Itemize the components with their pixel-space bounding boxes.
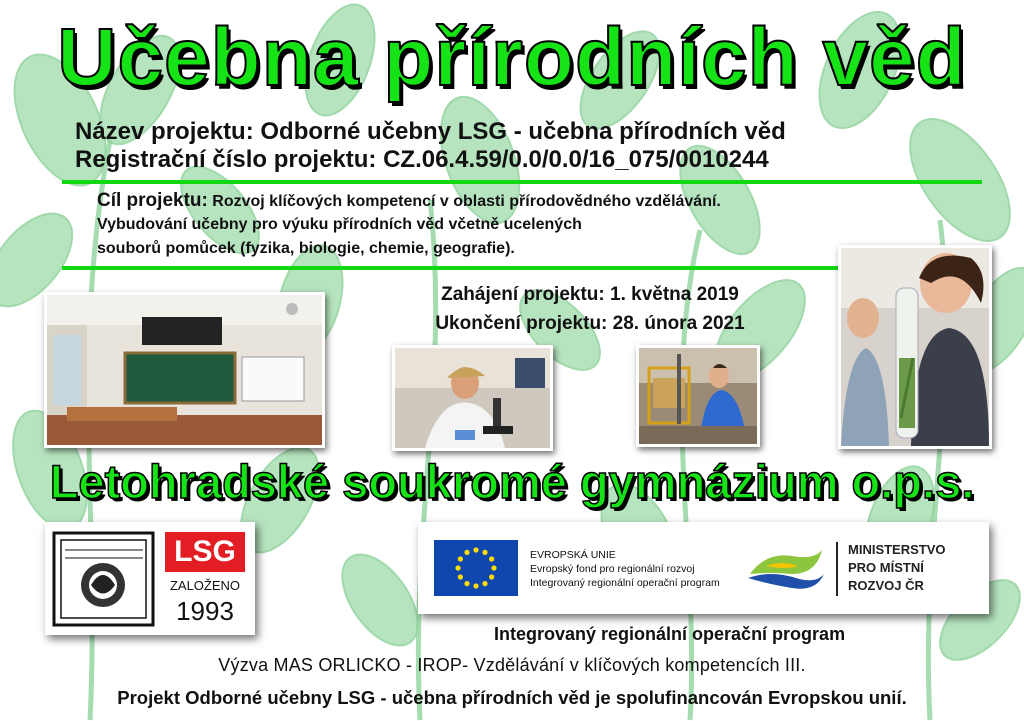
project-name: Název projektu: Odborné učebny LSG - učebna přírodních věd xyxy=(75,118,786,145)
school-name: Letohradské soukromé gymnázium o.p.s. xyxy=(49,455,975,508)
divider-bottom xyxy=(62,266,838,270)
physics-lab-photo xyxy=(636,345,760,447)
classroom-photo xyxy=(44,292,325,448)
mmr-line1: MINISTERSTVO xyxy=(848,542,946,557)
cofinancing-footer: Projekt Odborné učebny LSG - učebna přírodních věd je spolufinancován Evropskou unií. xyxy=(117,687,907,708)
project-end: Ukončení projektu: 28. února 2021 xyxy=(435,313,745,334)
irop-caption: Integrovaný regionální operační program xyxy=(494,624,846,644)
project-goal-line3: souborů pomůcek (fyzika, biologie, chemie, geografie). xyxy=(97,240,515,257)
registration-number: Registrační číslo projektu: CZ.06.4.59/0.0/0.0/16_075/0010244 xyxy=(75,146,769,173)
eu-label: EVROPSKÁ UNIE xyxy=(530,549,616,561)
divider-top xyxy=(62,180,982,184)
funding-logos xyxy=(418,522,989,614)
school-emblem-icon xyxy=(51,530,156,628)
project-goal-line1 xyxy=(97,189,721,214)
lsg-badge: LSG xyxy=(165,532,245,572)
call-text: Výzva MAS ORLICKO - IROP- Vzdělávání v klíčových kompetencích III. xyxy=(218,655,806,675)
goal-text-1: Rozvoj klíčových kompetencí v oblasti přírodovědného vzdělávání. xyxy=(207,193,721,210)
microscope-photo xyxy=(392,345,553,451)
project-goal-line2: Vybudování učebny pro výuku přírodních věd včetně ucelených xyxy=(97,216,582,233)
project-start: Zahájení projektu: 1. května 2019 xyxy=(441,284,739,305)
mmr-line2: PRO MÍSTNÍ xyxy=(848,560,924,575)
goal-label: Cíl projektu: xyxy=(97,190,208,211)
eu-fund-label: Evropský fond pro regionální rozvoj xyxy=(530,563,695,575)
school-logo xyxy=(45,522,255,635)
founded-year: 1993 xyxy=(176,596,234,626)
mmr-line3: ROZVOJ ČR xyxy=(848,578,924,593)
poster-title: Učebna přírodních věd xyxy=(57,12,967,103)
eu-flag-icon xyxy=(434,540,518,596)
eu-program-label: Integrovaný regionální operační program xyxy=(530,577,720,589)
mmr-divider xyxy=(836,542,838,596)
students-photo xyxy=(838,245,992,449)
mmr-logo-icon xyxy=(746,544,826,592)
founded-label: ZALOŽENO xyxy=(169,578,241,593)
